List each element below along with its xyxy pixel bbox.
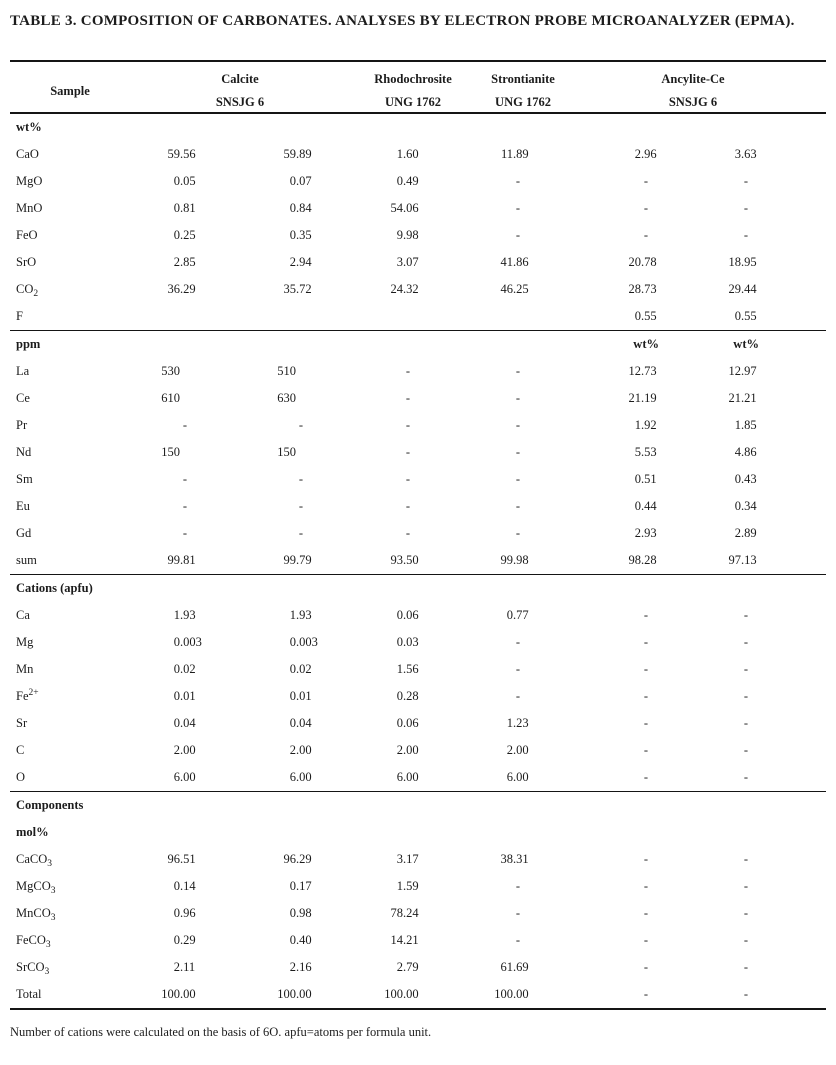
data-cell: 0.35 (289, 228, 312, 242)
row-label: MgCO$_3$ (16, 879, 56, 896)
data-cell: 0.17 (289, 879, 312, 893)
data-cell (240, 303, 350, 330)
data-cell: 99.81 (167, 553, 196, 567)
data-cell: - (743, 228, 748, 242)
data-cell: - (405, 499, 410, 513)
data-cell: - (643, 987, 648, 1001)
data-cell: 59.89 (283, 147, 312, 161)
data-cell: 12.97 (728, 364, 757, 378)
data-cell: 6.00 (173, 770, 196, 784)
data-cell: 54.06 (390, 201, 419, 215)
data-cell (460, 331, 570, 358)
data-cell: 18.95 (728, 255, 757, 269)
table-section-rare-earths-ppm (10, 331, 826, 575)
table-section-oxides-wt-percent (10, 114, 826, 331)
data-cell: 98.28 (628, 553, 657, 567)
data-cell: - (743, 201, 748, 215)
row-label: MgO (16, 174, 43, 188)
data-cell: 100.00 (277, 987, 312, 1001)
data-cell: - (743, 960, 748, 974)
data-cell: 0.77 (506, 608, 529, 622)
data-cell: - (298, 472, 303, 486)
table-row (10, 168, 826, 195)
data-cell: 0.04 (289, 716, 312, 730)
data-cell: 2.79 (396, 960, 419, 974)
data-cell: 510 (277, 364, 296, 378)
data-cell: - (643, 906, 648, 920)
data-cell: - (743, 608, 748, 622)
data-cell (240, 792, 350, 819)
sample-id: SNSJG 6 (215, 95, 265, 109)
data-cell: 0.34 (734, 499, 757, 513)
data-cell: - (182, 418, 187, 432)
table-row (10, 385, 826, 412)
data-cell: - (743, 635, 748, 649)
data-cell: 1.60 (396, 147, 419, 161)
data-cell: 0.07 (289, 174, 312, 188)
data-cell: 2.89 (734, 526, 757, 540)
row-label: Sm (16, 472, 33, 486)
data-cell: 2.00 (506, 743, 529, 757)
data-cell: 0.14 (173, 879, 196, 893)
data-cell (240, 819, 350, 846)
data-cell: 2.00 (173, 743, 196, 757)
data-cell: - (515, 174, 520, 188)
data-cell: 0.01 (289, 689, 312, 703)
data-cell: 0.02 (289, 662, 312, 676)
data-cell (130, 792, 240, 819)
data-cell: - (515, 499, 520, 513)
data-cell: - (743, 662, 748, 676)
sample-id: SNSJG 6 (668, 95, 718, 109)
data-cell: 0.003 (289, 635, 318, 649)
data-cell: - (643, 635, 648, 649)
data-cell: - (405, 472, 410, 486)
data-cell (130, 303, 240, 330)
data-cell (350, 792, 460, 819)
data-cell: 2.11 (173, 960, 196, 974)
table-row (10, 249, 826, 276)
data-cell: 2.00 (289, 743, 312, 757)
table-row (10, 954, 826, 981)
row-label: $CO_2$ (16, 282, 39, 299)
table-row (10, 412, 826, 439)
data-cell: 0.44 (634, 499, 657, 513)
data-cell: - (515, 689, 520, 703)
data-cell: 3.07 (396, 255, 419, 269)
data-cell: - (743, 906, 748, 920)
table-row (10, 493, 826, 520)
data-cell: 96.51 (167, 852, 196, 866)
row-label: Eu (16, 499, 30, 513)
column-group-header (130, 62, 350, 112)
data-cell: 6.00 (506, 770, 529, 784)
row-label: Total (16, 987, 42, 1001)
data-cell: 38.31 (500, 852, 529, 866)
data-cell: 150 (161, 445, 180, 459)
table-title: TABLE 3. COMPOSITION OF CARBONATES. ANALYSES BY ELECTRON PROBE MICROANALYZER (EPMA). (10, 13, 795, 29)
sample-id: UNG 1762 (495, 95, 551, 109)
table-row (10, 303, 826, 330)
row-label: mol% (16, 825, 49, 839)
data-cell: - (643, 960, 648, 974)
row-label: sum (16, 553, 37, 567)
data-cell: - (643, 852, 648, 866)
row-label: FeCO$_3$ (16, 933, 51, 950)
table-row (10, 575, 826, 602)
data-cell: - (643, 174, 648, 188)
data-cell: - (298, 418, 303, 432)
data-cell (240, 331, 350, 358)
row-label: O (16, 770, 26, 784)
row-label: F (16, 309, 23, 323)
table-row (10, 466, 826, 493)
data-cell (240, 575, 350, 602)
data-cell: - (743, 743, 748, 757)
data-cell: - (298, 499, 303, 513)
table-row (10, 222, 826, 249)
mineral-name: Ancylite-Ce (661, 72, 725, 86)
row-label: CaCO$_3$ (16, 852, 52, 869)
data-cell: 0.49 (396, 174, 419, 188)
data-cell: 630 (277, 391, 296, 405)
data-cell: 21.21 (728, 391, 757, 405)
column-group-header (468, 62, 578, 112)
data-cell: 35.72 (283, 282, 312, 296)
table-section-cations-apfu (10, 575, 826, 792)
mineral-name: Rhodochrosite (374, 72, 452, 86)
data-cell: 6.00 (289, 770, 312, 784)
data-cell (460, 303, 570, 330)
data-cell: - (515, 391, 520, 405)
table-row (10, 547, 826, 574)
data-cell: 0.84 (289, 201, 312, 215)
table-row (10, 114, 826, 141)
data-cell: 1.59 (396, 879, 419, 893)
data-cell: - (515, 228, 520, 242)
data-cell: 1.56 (396, 662, 419, 676)
table-row (10, 981, 826, 1008)
data-cell: - (743, 174, 748, 188)
data-cell: - (182, 526, 187, 540)
row-label: La (16, 364, 30, 378)
table-row (10, 656, 826, 683)
mineral-name: Calcite (221, 72, 259, 86)
data-cell: 99.98 (500, 553, 529, 567)
data-cell: 21.19 (628, 391, 657, 405)
data-cell: 0.25 (173, 228, 196, 242)
data-cell (680, 114, 816, 141)
data-cell: - (643, 933, 648, 947)
data-cell: 0.55 (634, 309, 657, 323)
data-cell: 0.05 (173, 174, 196, 188)
data-cell: wt% (733, 337, 759, 351)
data-cell: 41.86 (500, 255, 529, 269)
data-cell (460, 575, 570, 602)
data-cell: - (743, 852, 748, 866)
data-cell: - (643, 716, 648, 730)
data-cell: 0.96 (173, 906, 196, 920)
data-cell: wt% (633, 337, 659, 351)
data-cell: 150 (277, 445, 296, 459)
data-cell (350, 114, 460, 141)
data-cell: 2.94 (289, 255, 312, 269)
data-cell (460, 819, 570, 846)
data-cell: - (515, 201, 520, 215)
data-cell: 610 (161, 391, 180, 405)
data-cell: 1.93 (289, 608, 312, 622)
column-group-header (570, 62, 816, 112)
data-cell: 2.16 (289, 960, 312, 974)
data-cell (570, 792, 680, 819)
row-label: Components (16, 798, 84, 812)
data-cell: 0.43 (734, 472, 757, 486)
table-row (10, 520, 826, 547)
row-label: Mg (16, 635, 34, 649)
data-cell: - (182, 472, 187, 486)
data-cell (570, 114, 680, 141)
data-cell (680, 792, 816, 819)
table-row (10, 195, 826, 222)
data-cell: - (515, 418, 520, 432)
row-label: Ce (16, 391, 30, 405)
data-cell (460, 792, 570, 819)
data-cell: 1.85 (734, 418, 757, 432)
data-cell (570, 575, 680, 602)
data-cell: 100.00 (494, 987, 529, 1001)
data-cell (460, 114, 570, 141)
data-cell: 0.02 (173, 662, 196, 676)
table-section-components-mol-percent (10, 792, 826, 1010)
column-header-sample: Sample (50, 83, 90, 98)
data-cell (240, 114, 350, 141)
data-cell (350, 303, 460, 330)
table-row (10, 819, 826, 846)
table-row (10, 602, 826, 629)
data-cell: - (515, 445, 520, 459)
row-label: FeO (16, 228, 38, 242)
row-label: MnO (16, 201, 43, 215)
data-cell: 14.21 (390, 933, 419, 947)
data-cell: 2.96 (634, 147, 657, 161)
data-cell: 78.24 (390, 906, 419, 920)
row-label: CaO (16, 147, 39, 161)
data-cell: 61.69 (500, 960, 529, 974)
data-cell: 29.44 (728, 282, 757, 296)
data-cell: 36.29 (167, 282, 196, 296)
data-cell: - (515, 662, 520, 676)
row-label: Sr (16, 716, 28, 730)
data-cell: 0.28 (396, 689, 419, 703)
row-label: MnCO$_3$ (16, 906, 56, 923)
data-cell: - (743, 879, 748, 893)
data-cell: 96.29 (283, 852, 312, 866)
data-cell: 20.78 (628, 255, 657, 269)
data-cell: 0.51 (634, 472, 657, 486)
table-row (10, 439, 826, 466)
data-cell: - (515, 364, 520, 378)
epma-table (10, 60, 826, 1010)
data-cell: 0.01 (173, 689, 196, 703)
row-label: Cations (apfu) (16, 581, 93, 595)
table-row (10, 276, 826, 303)
data-cell: 4.86 (734, 445, 757, 459)
data-cell: - (298, 526, 303, 540)
data-cell (130, 819, 240, 846)
row-label: Gd (16, 526, 32, 540)
table-row (10, 710, 826, 737)
table-footnote: Number of cations were calculated on the basis of 6O. apfu=atoms per formula unit. (10, 1025, 432, 1039)
data-cell (570, 819, 680, 846)
row-label: SrCO$_3$ (16, 960, 50, 977)
data-cell: 0.55 (734, 309, 757, 323)
data-cell: 1.23 (506, 716, 529, 730)
row-label: SrO (16, 255, 37, 269)
table-row (10, 629, 826, 656)
data-cell: - (405, 445, 410, 459)
data-cell: - (743, 987, 748, 1001)
data-cell (130, 114, 240, 141)
data-cell: 530 (161, 364, 180, 378)
data-cell: 5.53 (634, 445, 657, 459)
table-row (10, 846, 826, 873)
table-body (10, 114, 826, 1010)
data-cell: 0.06 (396, 608, 419, 622)
data-cell: - (643, 228, 648, 242)
sample-id: UNG 1762 (385, 95, 441, 109)
mineral-name: Strontianite (491, 72, 555, 86)
data-cell: - (515, 526, 520, 540)
data-cell: - (743, 716, 748, 730)
table-row (10, 141, 826, 168)
data-cell: 1.93 (173, 608, 196, 622)
data-cell: 1.92 (634, 418, 657, 432)
data-cell: - (743, 689, 748, 703)
data-cell: 0.04 (173, 716, 196, 730)
data-cell: 0.40 (289, 933, 312, 947)
data-cell: - (515, 472, 520, 486)
row-label: Nd (16, 445, 32, 459)
table-row (10, 927, 826, 954)
data-cell: - (515, 906, 520, 920)
table-row (10, 737, 826, 764)
data-cell: 11.89 (500, 147, 529, 161)
table-header (10, 60, 826, 114)
table-row (10, 792, 826, 819)
data-cell: - (405, 526, 410, 540)
data-cell: 0.03 (396, 635, 419, 649)
row-label: C (16, 743, 25, 757)
data-cell: - (643, 770, 648, 784)
data-cell: - (515, 635, 520, 649)
data-cell: - (405, 391, 410, 405)
data-cell (130, 331, 240, 358)
row-label: ppm (16, 337, 41, 351)
data-cell: 99.79 (283, 553, 312, 567)
data-cell (130, 575, 240, 602)
table-row (10, 358, 826, 385)
data-cell: 59.56 (167, 147, 196, 161)
data-cell: - (643, 743, 648, 757)
data-cell: - (405, 364, 410, 378)
data-cell: 3.63 (734, 147, 757, 161)
data-cell: - (182, 499, 187, 513)
data-cell: 46.25 (500, 282, 529, 296)
data-cell: 12.73 (628, 364, 657, 378)
table-row (10, 331, 826, 358)
row-label: Mn (16, 662, 34, 676)
data-cell: - (643, 608, 648, 622)
data-cell: 0.06 (396, 716, 419, 730)
data-cell: - (743, 933, 748, 947)
row-label: wt% (16, 120, 42, 134)
data-cell: 28.73 (628, 282, 657, 296)
data-cell: 2.00 (396, 743, 419, 757)
table-row (10, 683, 826, 710)
data-cell: 0.98 (289, 906, 312, 920)
data-cell: 24.32 (390, 282, 419, 296)
data-cell: - (405, 418, 410, 432)
data-cell: 100.00 (384, 987, 419, 1001)
data-cell: - (643, 879, 648, 893)
row-label: Pr (16, 418, 28, 432)
data-cell (350, 819, 460, 846)
data-cell: 0.81 (173, 201, 196, 215)
data-cell: 100.00 (161, 987, 196, 1001)
data-cell: - (643, 689, 648, 703)
data-cell: 97.13 (728, 553, 757, 567)
column-group-header (358, 62, 468, 112)
row-label: $Fe^{2+}$ (16, 688, 39, 703)
data-cell: - (643, 662, 648, 676)
data-cell: - (515, 879, 520, 893)
data-cell (350, 575, 460, 602)
data-cell: 3.17 (396, 852, 419, 866)
table-row (10, 900, 826, 927)
row-label: Ca (16, 608, 30, 622)
data-cell: 0.29 (173, 933, 196, 947)
data-cell: 9.98 (396, 228, 419, 242)
data-cell: 0.003 (173, 635, 202, 649)
data-cell (680, 819, 816, 846)
data-cell (680, 575, 816, 602)
table-row (10, 873, 826, 900)
data-cell: 6.00 (396, 770, 419, 784)
data-cell: 2.93 (634, 526, 657, 540)
table-row (10, 764, 826, 791)
data-cell: 2.85 (173, 255, 196, 269)
data-cell: - (515, 933, 520, 947)
data-cell (350, 331, 460, 358)
data-cell: 93.50 (390, 553, 419, 567)
data-cell: - (643, 201, 648, 215)
data-cell: - (743, 770, 748, 784)
